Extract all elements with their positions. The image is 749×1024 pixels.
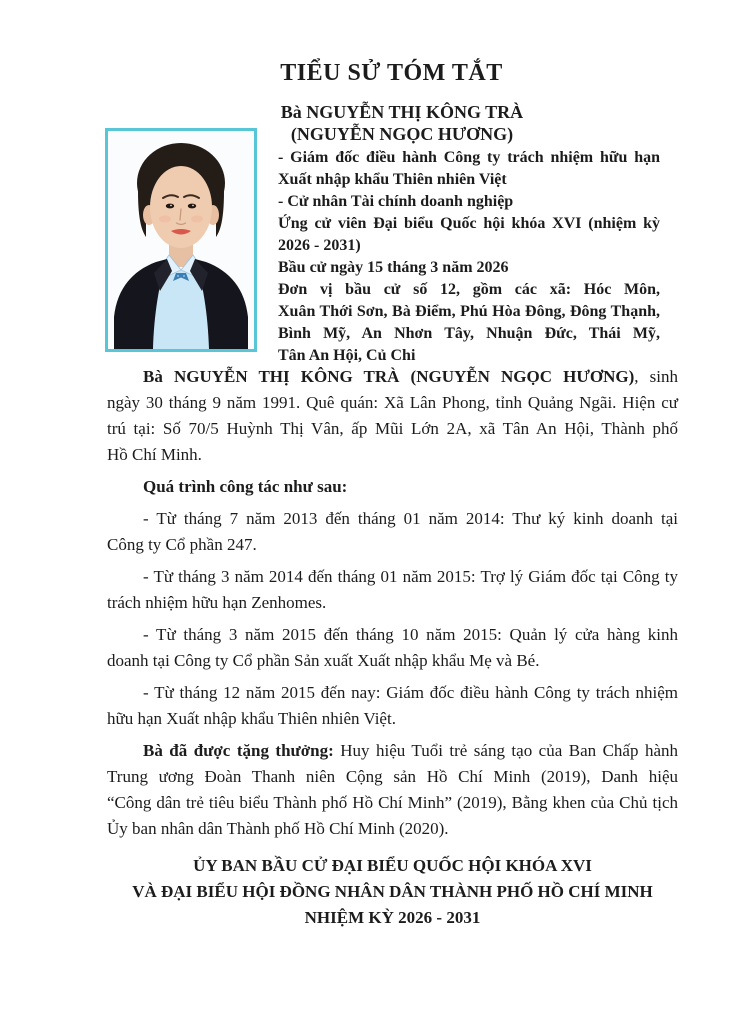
info-line: Xuất nhập khẩu Thiên nhiên Việt (278, 171, 507, 188)
body-line: Ủy ban nhân dân Thành phố Hồ Chí Minh (2020). (107, 819, 449, 838)
info-line: 2026 - 2031) (278, 237, 361, 254)
page-title: TIỂU SỬ TÓM TẮT (280, 60, 503, 86)
body-line: Hồ Chí Minh. (107, 445, 202, 464)
body-line: ngày 30 tháng 9 năm 1991. Quê quán: Xã Lân Phong, tỉnh Quảng Ngãi. Hiện cư (107, 393, 678, 412)
body-line: Công ty Cổ phần 247. (107, 535, 257, 554)
candidate-name: Bà NGUYỄN THỊ KÔNG TRÀ (280, 102, 524, 122)
body-line: - Từ tháng 7 năm 2013 đến tháng 01 năm 2014: Thư ký kinh doanh tại (143, 509, 678, 528)
info-line: Bầu cử ngày 15 tháng 3 năm 2026 (278, 259, 509, 276)
info-line: Tân An Hội, Củ Chi (278, 347, 416, 364)
body-line: - Từ tháng 3 năm 2015 đến tháng 10 năm 2015: Quản lý cửa hàng kinh (143, 625, 678, 644)
info-line: Đơn vị bầu cử số 12, gồm các xã: Hóc Môn, (278, 281, 660, 298)
info-line: - Cử nhân Tài chính doanh nghiệp (278, 193, 514, 210)
info-line: Bình Mỹ, An Nhơn Tây, Nhuận Đức, Thái Mỹ, (278, 325, 660, 342)
body-line: - Từ tháng 12 năm 2015 đến nay: Giám đốc điều hành Công ty trách nhiệm (143, 683, 678, 702)
candidate-summary (278, 101, 660, 367)
body-line: “Công dân trẻ tiêu biểu Thành phố Hồ Chí Minh” (2019), Bằng khen của Chủ tịch (107, 793, 678, 812)
bold-lead: Bà đã được tặng thưởng: (143, 741, 334, 760)
candidate-info-block (278, 147, 660, 367)
info-line: Xuân Thới Sơn, Bà Điểm, Phú Hòa Đông, Đông Thạnh, (278, 303, 660, 320)
candidate-alias: (NGUYỄN NGỌC HƯƠNG) (290, 124, 514, 144)
candidate-name-block (278, 101, 526, 145)
body-line: - Từ tháng 3 năm 2014 đến tháng 01 năm 2015: Trợ lý Giám đốc tại Công ty (143, 567, 678, 586)
body-line: Bà NGUYỄN THỊ KÔNG TRÀ (NGUYỄN NGỌC HƯƠNG), sinh (143, 367, 678, 386)
body-line: trú tại: Số 70/5 Huỳnh Thị Vân, ấp Mũi Lớn 2A, xã Tân An Hội, Thành phố (107, 419, 678, 438)
candidate-photo (105, 128, 257, 352)
committee-line: ỦY BAN BẦU CỬ ĐẠI BIỂU QUỐC HỘI KHÓA XVI (193, 856, 592, 875)
issuing-committee (107, 853, 678, 931)
body-line: hữu hạn Xuất nhập khẩu Thiên nhiên Việt. (107, 709, 396, 728)
committee-line: VÀ ĐẠI BIỂU HỘI ĐỒNG NHÂN DÂN THÀNH PHỐ HỒ CHÍ MINH (132, 882, 653, 901)
body-line: trách nhiệm hữu hạn Zenhomes. (107, 593, 327, 612)
committee-line: NHIỆM KỲ 2026 - 2031 (304, 908, 481, 927)
body-line: Trung ương Đoàn Thanh niên Cộng sản Hồ Chí Minh (2019), Danh hiệu (107, 767, 678, 786)
portrait-illustration (108, 131, 254, 349)
info-line: - Giám đốc điều hành Công ty trách nhiệm hữu hạn (278, 149, 660, 166)
bold-name: Bà NGUYỄN THỊ KÔNG TRÀ (NGUYỄN NGỌC HƯƠNG) (143, 367, 635, 386)
biography-body (107, 364, 678, 842)
body-line: doanh tại Công ty Cổ phần Sản xuất Xuất nhập khẩu Mẹ và Bé. (107, 651, 540, 670)
body-line: Bà đã được tặng thưởng: Huy hiệu Tuổi trẻ sáng tạo của Ban Chấp hành (143, 741, 678, 760)
section-heading: Quá trình công tác như sau: (143, 477, 348, 496)
info-line: Ứng cử viên Đại biểu Quốc hội khóa XVI (nhiệm kỳ (278, 215, 660, 232)
